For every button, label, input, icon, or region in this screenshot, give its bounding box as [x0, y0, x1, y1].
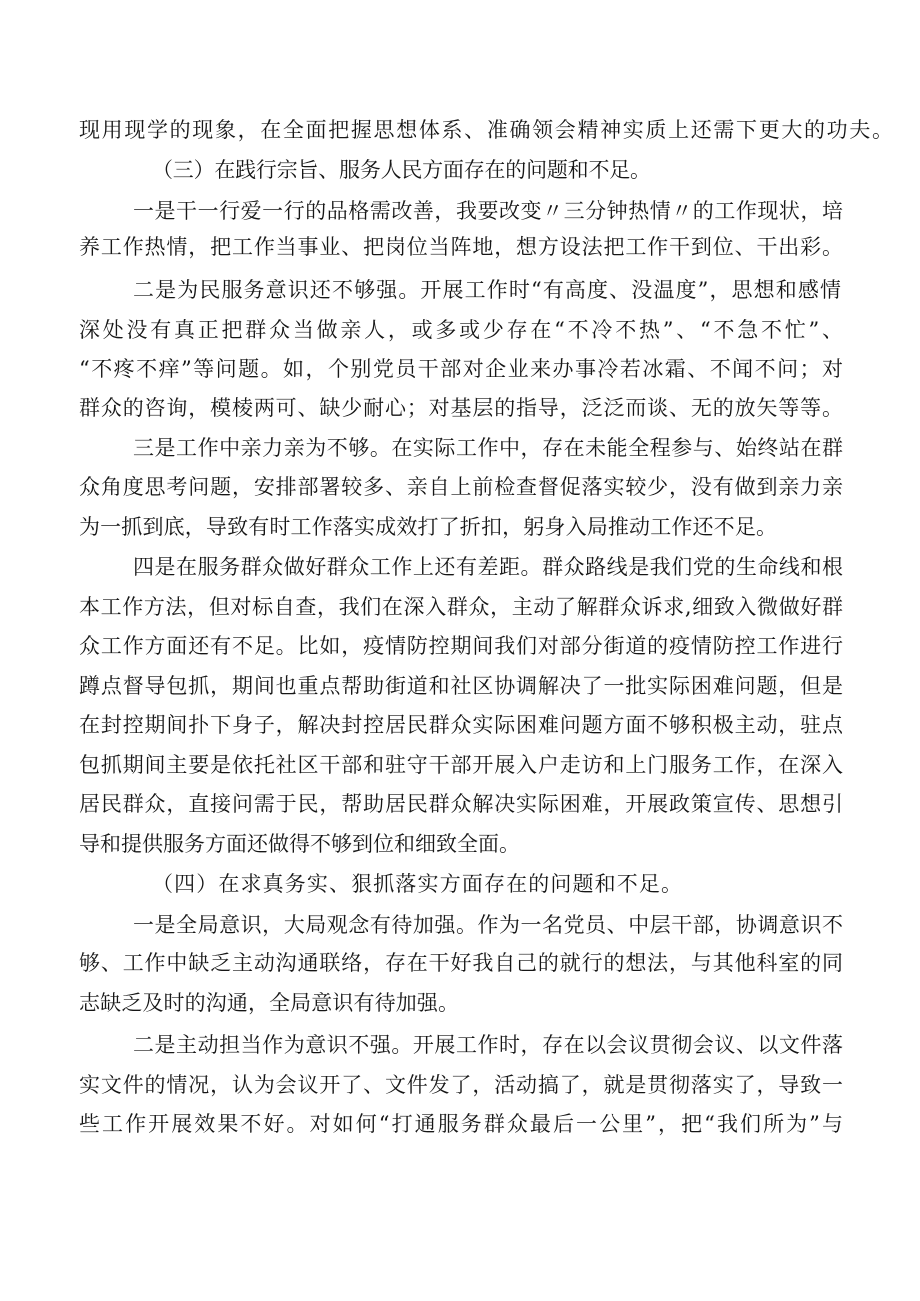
- text-line: 包抓期间主要是依托社区干部和驻守干部开展入户走访和上门服务工作，在深入: [79, 753, 844, 777]
- text-line: 本工作方法，但对标自查，我们在深入群众，主动了解群众诉求,细致入微做好群: [79, 595, 844, 619]
- text-line: 些工作开展效果不好。对如何“打通服务群众最后一公里”，把“我们所为”与: [79, 1112, 846, 1136]
- section-heading: （三）在践行宗旨、服务人民方面存在的问题和不足。: [152, 158, 651, 182]
- text-line: 众工作方面还有不足。比如，疫情防控期间我们对部分街道的疫情防控工作进行: [79, 634, 844, 658]
- text-line: 为一抓到底，导致有时工作落实成效打了折扣，躬身入局推动工作还不足。: [79, 515, 778, 539]
- text-line: 导和提供服务方面还做得不够到位和细致全面。: [79, 832, 520, 856]
- text-line: 一是干一行爱一行的品格需改善，我要改变〃三分钟热情〃的工作现状，培: [133, 199, 844, 223]
- text-line: 四是在服务群众做好群众工作上还有差距。群众路线是我们党的生命线和根: [133, 555, 844, 579]
- text-line: 居民群众，直接问需于民，帮助居民群众解决实际困难，开展政策宣传、思想引: [79, 792, 844, 816]
- section-heading: （四）在求真务实、狠抓落实方面存在的问题和不足。: [152, 872, 684, 896]
- text-line: 三是工作中亲力亲为不够。在实际工作中，存在未能全程参与、始终站在群: [133, 436, 844, 460]
- text-line: 二是为民服务意识还不够强。开展工作时“有高度、没温度”，思想和感情: [133, 278, 843, 302]
- text-line: 一是全局意识，大局观念有待加强。作为一名党员、中层干部，协调意识不: [133, 913, 844, 937]
- text-line: 实文件的情况，认为会议开了、文件发了，活动搞了，就是贯彻落实了，导致一: [79, 1073, 844, 1097]
- text-line: 在封控期间扑下身子，解决封控居民群众实际困难问题方面不够积极主动，驻点: [79, 713, 844, 737]
- text-line: 养工作热情，把工作当事业、把岗位当阵地，想方设法把工作干到位、干出彩。: [79, 235, 844, 259]
- text-line: 群众的咨询，模棱两可、缺少耐心；对基层的指导，泛泛而谈、无的放矢等等。: [79, 396, 844, 420]
- text-line: “不疼不痒”等问题。如，个别党员干部对企业来办事冷若冰霜、不闻不问；对: [79, 357, 845, 381]
- text-line: 够、工作中缺乏主动沟通联络，存在干好我自己的就行的想法，与其他科室的同: [79, 951, 844, 975]
- text-line: 现用现学的现象，在全面把握思想体系、准确领会精神实质上还需下更大的功夫。: [79, 118, 895, 142]
- text-line: 蹲点督导包抓，期间也重点帮助街道和社区协调解决了一批实际困难问题，但是: [79, 674, 844, 698]
- text-line: 二是主动担当作为意识不强。开展工作时，存在以会议贯彻会议、以文件落: [133, 1033, 844, 1057]
- text-line: 众角度思考问题，安排部署较多、亲自上前检查督促落实较少，没有做到亲力亲: [79, 475, 844, 499]
- text-line: 志缺乏及时的沟通，全局意识有待加强。: [79, 991, 460, 1015]
- text-line: 深处没有真正把群众当做亲人，或多或少存在“不冷不热”、“不急不忙”、: [79, 318, 846, 342]
